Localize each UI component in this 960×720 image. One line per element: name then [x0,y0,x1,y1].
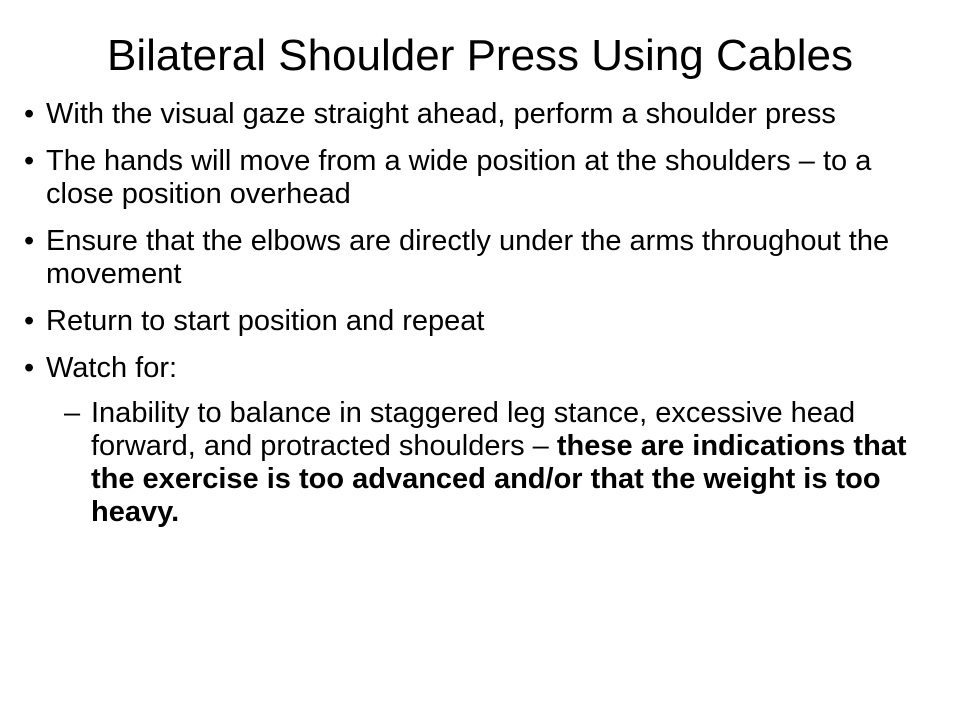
bullet-marker: • [24,352,35,384]
bullet-marker: • [24,305,35,337]
bullet-list [24,98,944,543]
sub-bullet-list [24,397,944,529]
bullet-marker: • [24,145,35,177]
sub-bullet-text: Inability to balance in staggered leg stance, excessive head forward, and protracted shoulders – [91,397,856,462]
bullet-text: Ensure that the elbows are directly under the arms throughout the movement [46,225,890,290]
bullet-item [24,352,944,529]
bullet-marker: • [24,225,35,257]
bullet-text: Watch for: [46,352,178,384]
bullet-text: The hands will move from a wide position at the shoulders – to a close position overhead [46,145,872,210]
bullet-item [24,305,944,338]
sub-bullet-bold-text: these are indications that the exercise is too advanced and/or that the weight is too heavy. [91,430,907,528]
sub-bullet-item [24,397,944,529]
bullet-item [24,145,944,211]
bullet-item [24,98,944,131]
bullet-text: Return to start position and repeat [46,305,485,337]
dash-marker: – [64,397,81,429]
bullet-marker: • [24,98,35,130]
bullet-item [24,225,944,291]
bullet-text: With the visual gaze straight ahead, perform a shoulder press [46,98,836,130]
slide-title: Bilateral Shoulder Press Using Cables [107,31,853,80]
